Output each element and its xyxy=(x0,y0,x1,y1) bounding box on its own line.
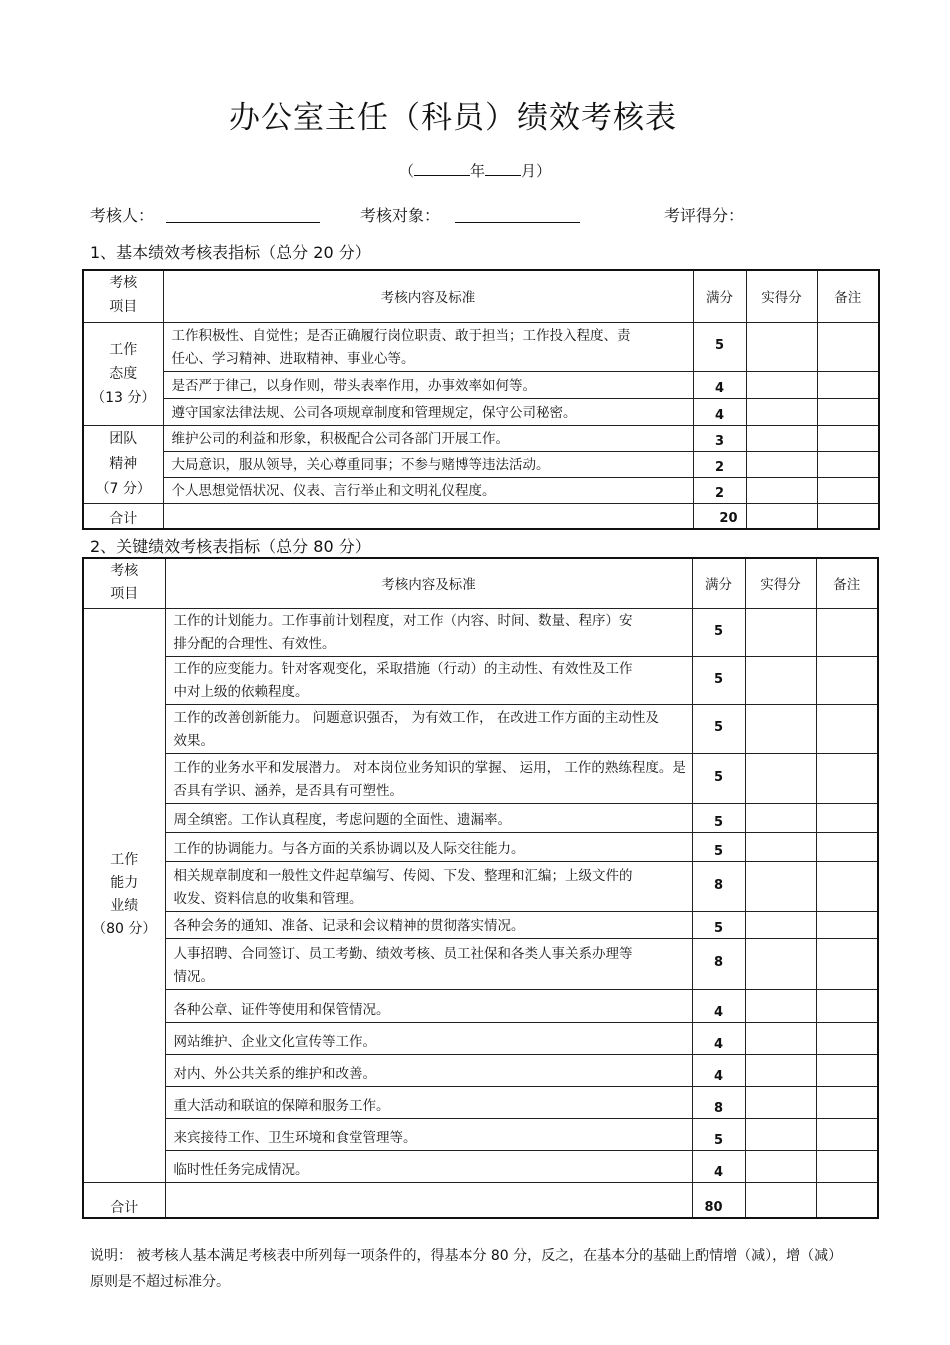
table-row xyxy=(83,371,879,398)
total-row xyxy=(83,503,879,529)
header-content: 考核内容及标准 xyxy=(165,558,692,608)
actual-score-cell[interactable] xyxy=(745,832,816,861)
actual-score-cell[interactable] xyxy=(746,425,817,451)
remark-cell[interactable] xyxy=(816,1022,878,1054)
remark-cell[interactable] xyxy=(816,1086,878,1118)
full-score: 4 xyxy=(692,1054,745,1086)
total-label: 合计 xyxy=(83,1182,165,1218)
remark-cell[interactable] xyxy=(817,322,879,371)
actual-score-cell[interactable] xyxy=(745,861,816,911)
full-score: 2 xyxy=(693,451,746,477)
period-line: （ 年 月） xyxy=(398,162,552,180)
remark-cell[interactable] xyxy=(817,451,879,477)
table-row xyxy=(83,803,878,832)
criteria-text: 个人思想觉悟状况、仪表、言行举止和文明礼仪程度。 xyxy=(163,477,693,503)
table-row xyxy=(83,322,879,371)
full-score: 4 xyxy=(693,371,746,398)
actual-score-cell[interactable] xyxy=(745,1086,816,1118)
criteria-text: 重大活动和联谊的保障和服务工作。 xyxy=(165,1086,692,1118)
remark-cell[interactable] xyxy=(816,1054,878,1086)
remark-cell[interactable] xyxy=(816,656,878,704)
remark-cell[interactable] xyxy=(816,911,878,938)
full-score: 4 xyxy=(692,989,745,1022)
header-remark: 备注 xyxy=(816,558,878,608)
actual-score-cell[interactable] xyxy=(745,938,816,989)
table-header-row xyxy=(83,558,878,608)
header-item: 考核 项目 xyxy=(83,270,163,322)
table-row xyxy=(83,425,879,451)
full-score: 5 xyxy=(692,753,745,803)
basic-kpi-table xyxy=(82,269,880,530)
target-label: 考核对象： xyxy=(360,206,441,225)
actual-score-cell[interactable] xyxy=(745,1182,816,1218)
actual-score-cell[interactable] xyxy=(745,753,816,803)
criteria-text: 大局意识，服从领导，关心尊重同事；不参与赌博等违法活动。 xyxy=(163,451,693,477)
actual-score-cell[interactable] xyxy=(745,1054,816,1086)
assessor-label: 考核人： xyxy=(90,206,155,225)
remark-cell[interactable] xyxy=(816,1182,878,1218)
full-score: 4 xyxy=(692,1022,745,1054)
criteria-text: 相关规章制度和一般性文件起草编写、传阅、下发、整理和汇编；上级文件的收发、资料信息的收集和管理。 xyxy=(165,861,692,911)
remark-cell[interactable] xyxy=(816,989,878,1022)
actual-score-cell[interactable] xyxy=(745,1150,816,1182)
actual-score-cell[interactable] xyxy=(745,704,816,753)
actual-score-cell[interactable] xyxy=(745,911,816,938)
remark-cell[interactable] xyxy=(817,477,879,503)
score-label: 考评得分： xyxy=(664,206,745,225)
full-score: 2 xyxy=(693,477,746,503)
criteria-text: 工作的改善创新能力。 问题意识强否， 为有效工作， 在改进工作方面的主动性及效果。 xyxy=(165,704,692,753)
full-score: 5 xyxy=(692,608,745,656)
actual-score-cell[interactable] xyxy=(745,1118,816,1150)
table-row xyxy=(83,1150,878,1182)
criteria-text: 工作的计划能力。工作事前计划程度，对工作（内容、时间、数量、程序）安排分配的合理性、有效性。 xyxy=(165,608,692,656)
header-full: 满分 xyxy=(692,558,745,608)
remark-cell[interactable] xyxy=(816,803,878,832)
table-row xyxy=(83,608,878,656)
actual-score-cell[interactable] xyxy=(746,477,817,503)
table-row xyxy=(83,753,878,803)
remark-cell[interactable] xyxy=(817,503,879,529)
target-field[interactable] xyxy=(455,222,580,223)
table-row xyxy=(83,656,878,704)
full-score: 5 xyxy=(692,911,745,938)
table-row xyxy=(83,1022,878,1054)
actual-score-cell[interactable] xyxy=(745,989,816,1022)
section2-title: 2、关键绩效考核表指标（总分 80 分） xyxy=(90,537,371,556)
actual-score-cell[interactable] xyxy=(745,608,816,656)
table-row xyxy=(83,451,879,477)
remark-cell[interactable] xyxy=(816,608,878,656)
criteria-text: 工作的协调能力。与各方面的关系协调以及人际交往能力。 xyxy=(165,832,692,861)
full-score: 8 xyxy=(692,861,745,911)
header-content: 考核内容及标准 xyxy=(163,270,693,322)
criteria-text: 对内、外公共关系的维护和改善。 xyxy=(165,1054,692,1086)
total-score: 20 xyxy=(693,503,746,529)
criteria-text: 人事招聘、合同签订、员工考勤、绩效考核、员工社保和各类人事关系办理等情况。 xyxy=(165,938,692,989)
table-row xyxy=(83,911,878,938)
remark-cell[interactable] xyxy=(816,1150,878,1182)
full-score: 4 xyxy=(692,1150,745,1182)
table-row xyxy=(83,861,878,911)
criteria-text: 周全缜密。工作认真程度，考虑问题的全面性、遗漏率。 xyxy=(165,803,692,832)
full-score: 3 xyxy=(693,425,746,451)
remark-cell[interactable] xyxy=(816,704,878,753)
criteria-text: 各种会务的通知、准备、记录和会议精神的贯彻落实情况。 xyxy=(165,911,692,938)
full-score: 5 xyxy=(693,322,746,371)
header-remark: 备注 xyxy=(817,270,879,322)
criteria-text: 来宾接待工作、卫生环境和食堂管理等。 xyxy=(165,1118,692,1150)
actual-score-cell[interactable] xyxy=(746,451,817,477)
full-score: 5 xyxy=(692,803,745,832)
remark-cell[interactable] xyxy=(817,425,879,451)
remark-cell[interactable] xyxy=(817,398,879,425)
table-row xyxy=(83,704,878,753)
actual-score-cell[interactable] xyxy=(746,322,817,371)
criteria-text: 网站维护、企业文化宣传等工作。 xyxy=(165,1022,692,1054)
remark-cell[interactable] xyxy=(816,938,878,989)
assessor-field[interactable] xyxy=(166,222,320,223)
criteria-text: 是否严于律己，以身作则，带头表率作用，办事效率如何等。 xyxy=(163,371,693,398)
header-actual: 实得分 xyxy=(745,558,816,608)
table-row xyxy=(83,1054,878,1086)
remark-cell[interactable] xyxy=(816,1118,878,1150)
criteria-text: 工作积极性、自觉性；是否正确履行岗位职责、敢于担当；工作投入程度、责任心、学习精神、进取精神、事业心等。 xyxy=(163,322,693,371)
header-actual: 实得分 xyxy=(746,270,817,322)
table-row xyxy=(83,938,878,989)
criteria-text: 维护公司的利益和形象，积极配合公司各部门开展工作。 xyxy=(163,425,693,451)
header-full: 满分 xyxy=(693,270,746,322)
table-row xyxy=(83,398,879,425)
table-row xyxy=(83,477,879,503)
full-score: 8 xyxy=(692,1086,745,1118)
criteria-text: 各种公章、证件等使用和保管情况。 xyxy=(165,989,692,1022)
group-work-ability: 工作 能力 业绩 （80 分） xyxy=(83,608,165,1182)
header-item: 考核 项目 xyxy=(83,558,165,608)
total-score: 80 xyxy=(692,1182,745,1218)
table-row xyxy=(83,832,878,861)
full-score: 5 xyxy=(692,704,745,753)
total-label: 合计 xyxy=(83,503,163,529)
table-row xyxy=(83,989,878,1022)
remark-cell[interactable] xyxy=(817,371,879,398)
table-row xyxy=(83,1118,878,1150)
page-title: 办公室主任（科员）绩效考核表 xyxy=(229,100,677,136)
full-score: 5 xyxy=(692,1118,745,1150)
criteria-text: 工作的应变能力。针对客观变化，采取措施（行动）的主动性、有效性及工作中对上级的依赖程度。 xyxy=(165,656,692,704)
remark-cell[interactable] xyxy=(816,832,878,861)
actual-score-cell[interactable] xyxy=(746,398,817,425)
year-blank[interactable] xyxy=(414,161,470,176)
key-kpi-table xyxy=(82,557,879,1219)
group-team-spirit: 团队 精神 （7 分） xyxy=(83,425,163,503)
total-row xyxy=(83,1182,878,1218)
full-score: 4 xyxy=(693,398,746,425)
month-blank[interactable] xyxy=(485,161,521,176)
table-row xyxy=(83,1086,878,1118)
remark-cell[interactable] xyxy=(816,861,878,911)
actual-score-cell[interactable] xyxy=(746,371,817,398)
criteria-text: 遵守国家法律法规、公司各项规章制度和管理规定，保守公司秘密。 xyxy=(163,398,693,425)
actual-score-cell[interactable] xyxy=(745,1022,816,1054)
criteria-text: 临时性任务完成情况。 xyxy=(165,1150,692,1182)
criteria-text: 工作的业务水平和发展潜力。 对本岗位业务知识的掌握、 运用， 工作的熟练程度。是否具有学识、涵养，是否具有可塑性。 xyxy=(165,753,692,803)
full-score: 5 xyxy=(692,656,745,704)
section1-title: 1、基本绩效考核表指标（总分 20 分） xyxy=(90,243,371,262)
table-header-row xyxy=(83,270,879,322)
full-score: 8 xyxy=(692,938,745,989)
full-score: 5 xyxy=(692,832,745,861)
actual-score-cell[interactable] xyxy=(746,503,817,529)
remark-cell[interactable] xyxy=(816,753,878,803)
group-work-attitude: 工作 态度 （13 分） xyxy=(83,322,163,425)
actual-score-cell[interactable] xyxy=(745,656,816,704)
footnote: 说明： 被考核人基本满足考核表中所列每一项条件的，得基本分 80 分，反之，在基本分的基础上酌情增（减），增（减）原则是不超过标准分。 xyxy=(90,1248,843,1290)
actual-score-cell[interactable] xyxy=(745,803,816,832)
